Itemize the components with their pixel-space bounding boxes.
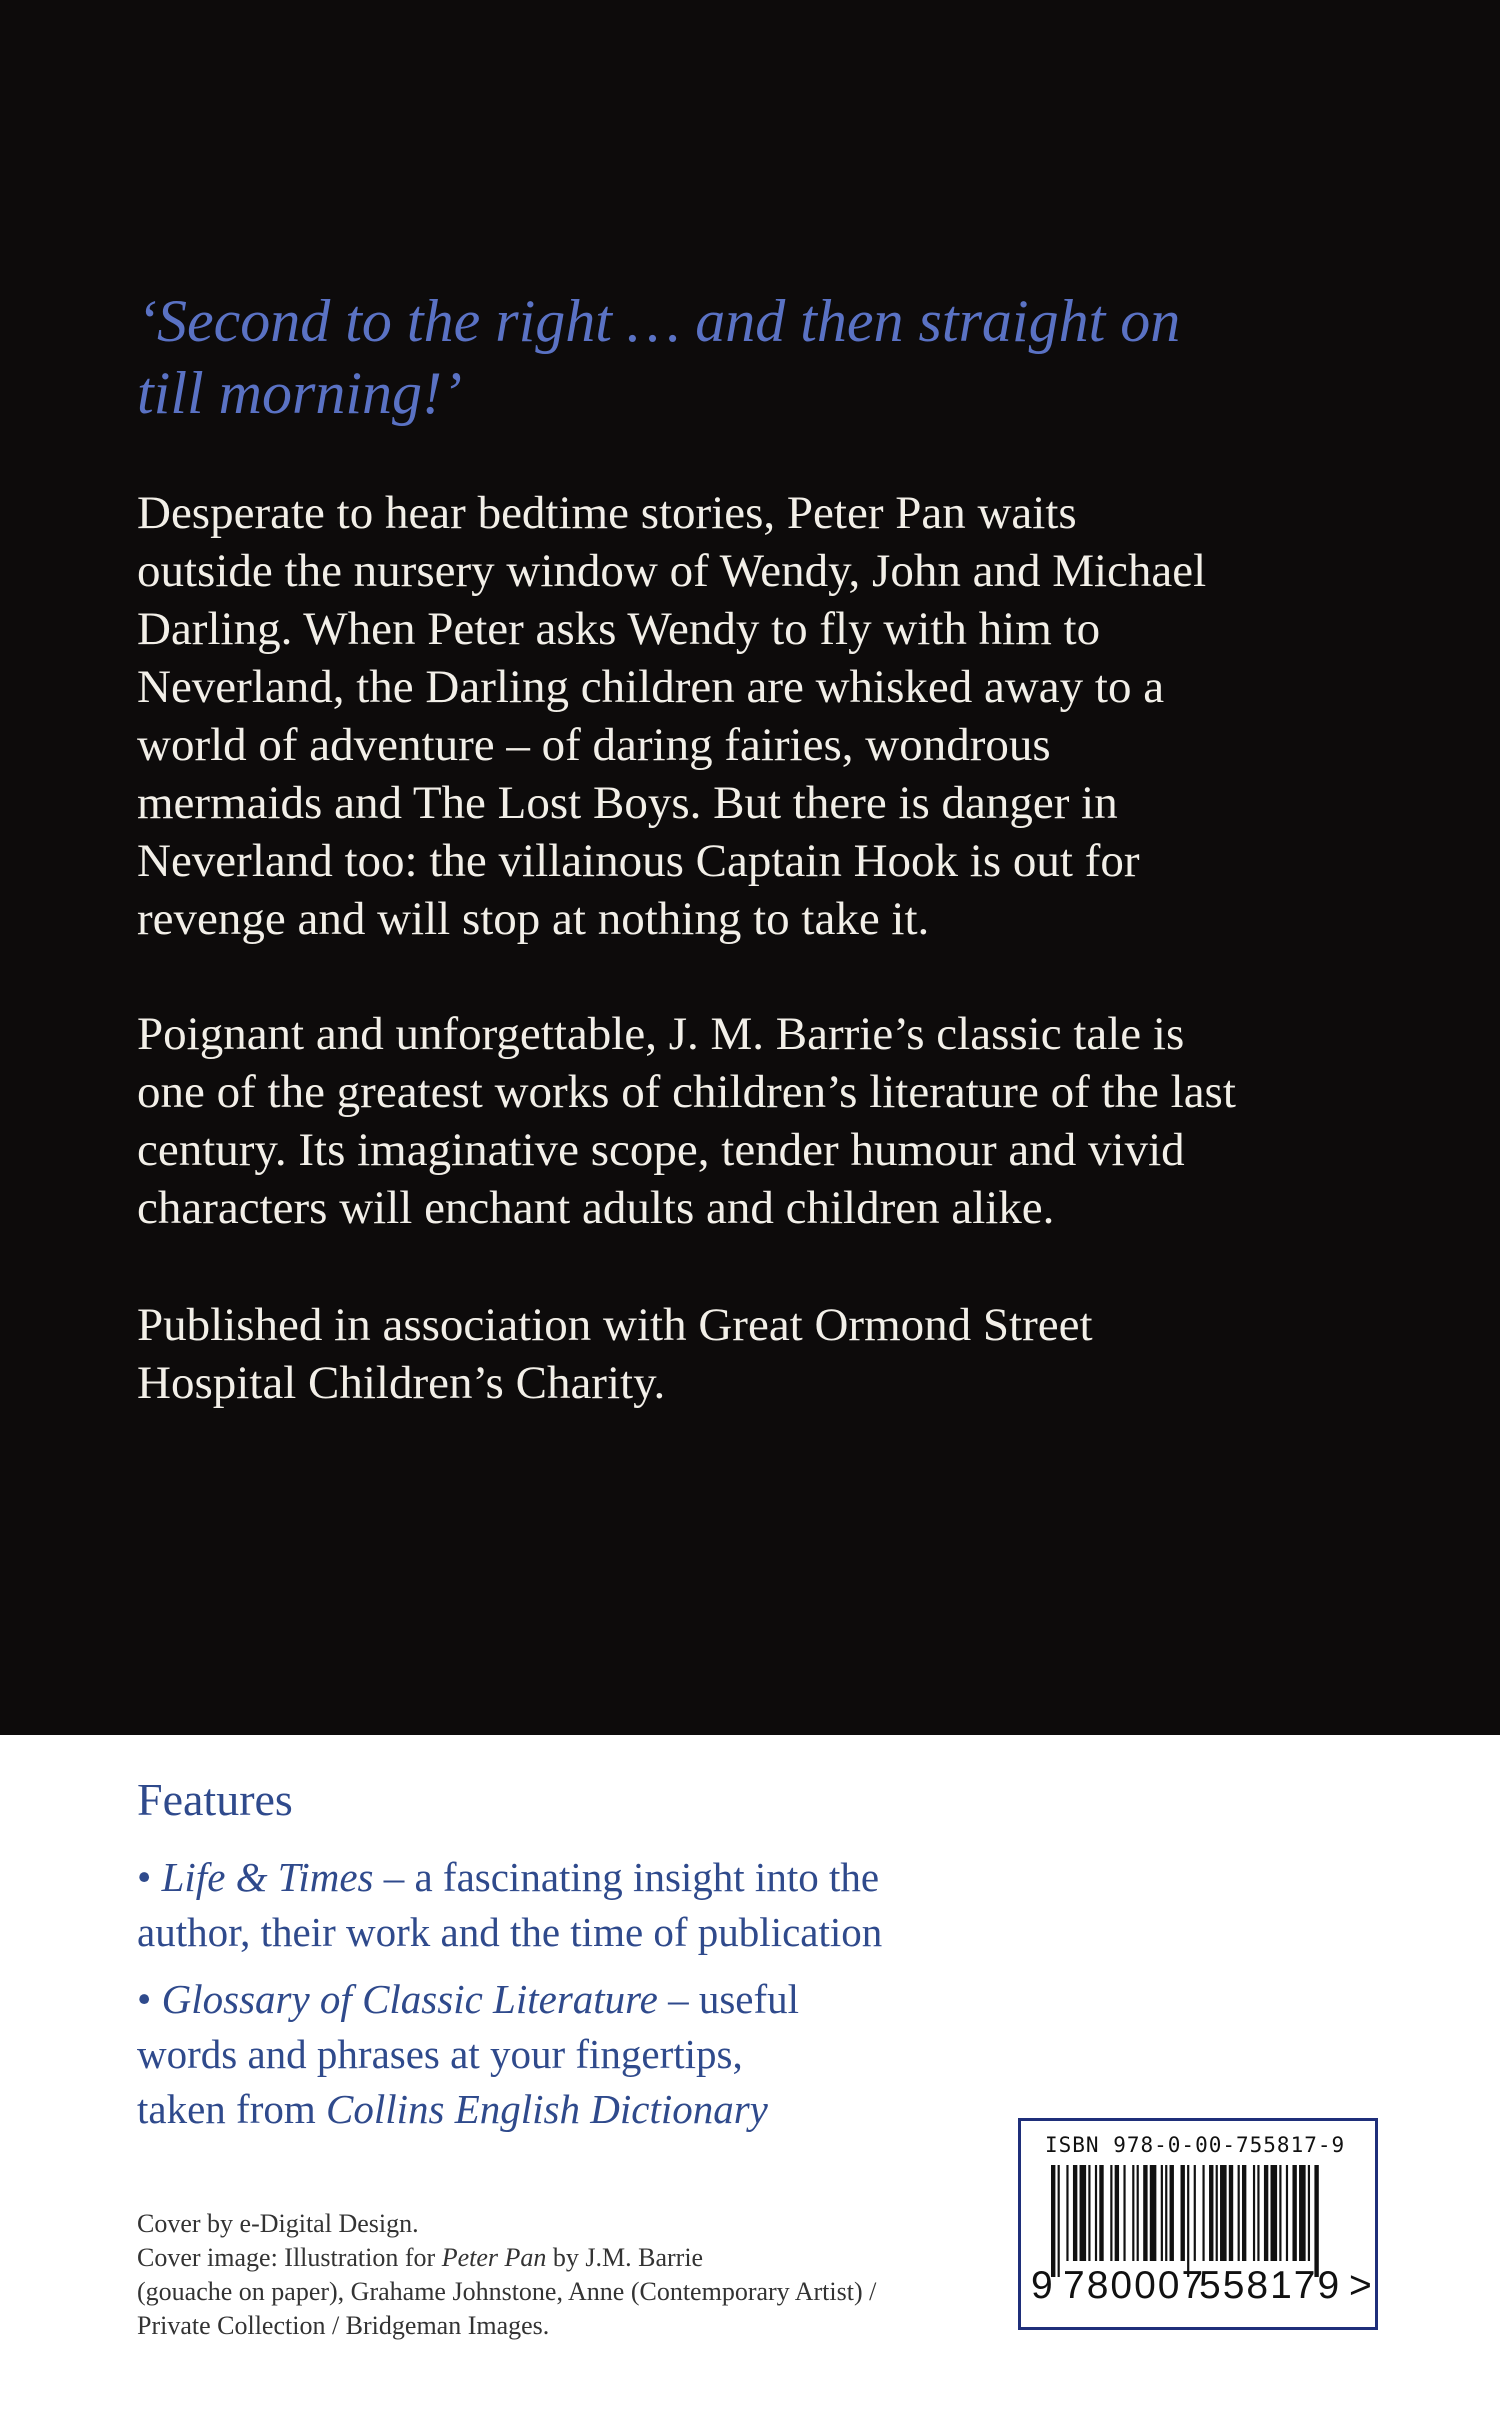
barcode-bar (1216, 2165, 1218, 2261)
credits-line: Private Collection / Bridgeman Images. (137, 2311, 550, 2340)
synopsis-line: mermaids and The Lost Boys. But there is danger in (137, 777, 1118, 829)
isbn-barcode-box (1018, 2118, 1378, 2330)
barcode-bar (1115, 2165, 1119, 2261)
bullet: • (137, 1976, 162, 2022)
barcode-bar (1123, 2165, 1125, 2261)
praise-line: Poignant and unforgettable, J. M. Barrie’s classic tale is (137, 1008, 1185, 1060)
barcode-bar (1080, 2165, 1087, 2261)
credits-line: (gouache on paper), Grahame Johnstone, Anne (Contemporary Artist) / (137, 2277, 877, 2306)
synopsis-line: Neverland too: the villainous Captain Hook is out for (137, 835, 1140, 887)
bullet: • (137, 1854, 162, 1900)
pull-quote-line: till morning!’ (137, 360, 462, 426)
barcode-bar (1202, 2165, 1204, 2261)
feature-name: Life & Times (161, 1854, 374, 1900)
barcode-bar (1257, 2165, 1259, 2261)
barcode-bar (1229, 2165, 1233, 2261)
barcode-bar (1099, 2165, 1103, 2261)
feature-name: Glossary of Classic Literature (161, 1976, 658, 2022)
credits-text: Cover image: Illustration for (137, 2243, 442, 2272)
barcode-digit-group-right: 558179 (1199, 2264, 1342, 2307)
pull-quote-line: ‘Second to the right … and then straight on (137, 288, 1181, 354)
barcode-bar (1143, 2165, 1147, 2261)
pull-quote (137, 285, 1367, 429)
barcode-bar (1194, 2165, 1196, 2261)
barcode-bar (1271, 2165, 1278, 2261)
synopsis-line: Darling. When Peter asks Wendy to fly with him to (137, 603, 1101, 655)
synopsis-line: revenge and will stop at nothing to take it. (137, 893, 930, 945)
barcode-bar (1181, 2165, 1185, 2261)
barcode-bar (1066, 2165, 1068, 2261)
barcode-bar (1279, 2165, 1281, 2261)
feature-item-glossary (137, 1972, 1037, 2137)
book-title: Peter Pan (441, 2243, 547, 2272)
credits-line: Cover by e-Digital Design. (137, 2209, 419, 2238)
barcode-bar (1137, 2165, 1139, 2261)
praise-line: characters will enchant adults and children alike. (137, 1182, 1055, 1234)
synopsis-line: world of adventure – of daring fairies, wondrous (137, 719, 1051, 771)
barcode-bar (1292, 2165, 1296, 2261)
isbn-label: ISBN 978-0-00-755817-9 (1045, 2133, 1346, 2157)
barcode-bar (1242, 2165, 1246, 2261)
feature-desc: taken from (137, 2086, 326, 2132)
praise-paragraph (137, 1005, 1397, 1237)
feature-desc: – a fascinating insight into the (373, 1854, 880, 1900)
feature-line: words and phrases at your fingertips, (137, 2031, 743, 2077)
barcode-bar (1286, 2165, 1288, 2261)
barcode-bar (1073, 2165, 1077, 2261)
association-paragraph (137, 1296, 1397, 1412)
feature-item-life-and-times (137, 1850, 1037, 1960)
barcode-digit-group-left: 780007 (1063, 2264, 1206, 2307)
credits-text: by J.M. Barrie (546, 2243, 704, 2272)
association-line: Published in association with Great Ormond Street (137, 1299, 1093, 1351)
feature-line (137, 1972, 1037, 2027)
praise-line: one of the greatest works of children’s literature of the last (137, 1066, 1236, 1118)
barcode-bar (1095, 2165, 1097, 2261)
barcode-bar (1058, 2165, 1060, 2277)
features-heading: Features (137, 1774, 293, 1825)
barcode-bar (1220, 2165, 1227, 2261)
barcode-bar (1165, 2165, 1167, 2261)
feature-line (137, 1850, 1037, 1905)
barcode-bar (1161, 2165, 1163, 2261)
feature-line (137, 2082, 1037, 2137)
barcode-bar (1170, 2165, 1174, 2261)
feature-desc: – useful (657, 1976, 800, 2022)
barcode-bar (1150, 2165, 1157, 2261)
barcode-bar (1110, 2165, 1112, 2261)
barcode-bar (1132, 2165, 1134, 2261)
barcode-bar (1308, 2165, 1310, 2261)
synopsis-line: Neverland, the Darling children are whisked away to a (137, 661, 1165, 713)
feature-line: author, their work and the time of publication (137, 1909, 883, 1955)
barcode-bar (1238, 2165, 1240, 2261)
dictionary-title: Collins English Dictionary (325, 2086, 768, 2132)
association-line: Hospital Children’s Charity. (137, 1357, 666, 1409)
barcode-digit-first: 9 (1031, 2264, 1053, 2307)
barcode-bar (1253, 2165, 1255, 2261)
barcode-bar (1209, 2165, 1213, 2261)
cover-credits (137, 2207, 997, 2343)
praise-line: century. Its imaginative scope, tender humour and vivid (137, 1124, 1185, 1176)
synopsis-line: outside the nursery window of Wendy, John and Michael (137, 545, 1207, 597)
barcode-quiet-zone-arrow: > (1349, 2264, 1372, 2307)
barcode-bar (1299, 2165, 1306, 2261)
synopsis-paragraph (137, 484, 1397, 948)
credits-line (137, 2241, 997, 2275)
barcode-bar (1088, 2165, 1090, 2261)
barcode-bar (1264, 2165, 1268, 2261)
synopsis-line: Desperate to hear bedtime stories, Peter Pan waits (137, 487, 1077, 539)
